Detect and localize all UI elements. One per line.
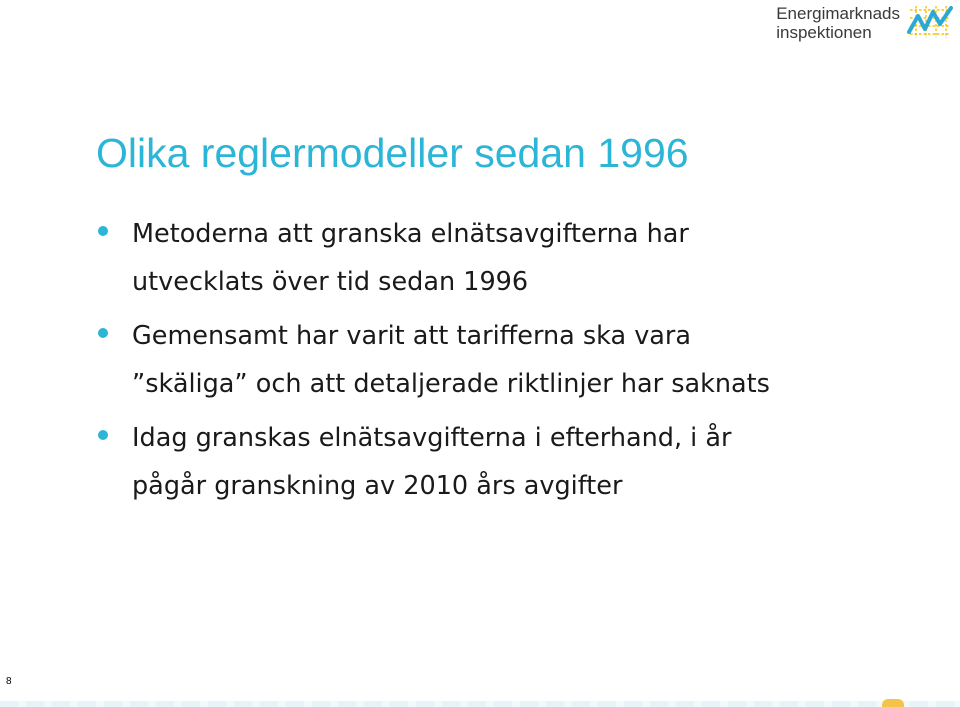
logo-line-2: inspektionen — [776, 23, 872, 42]
bullet-text-line: Idag granskas elnätsavgifterna i efterhand, i år — [132, 423, 732, 453]
bullet-text-line: ”skäliga” och att detaljerade riktlinjer har saknats — [132, 369, 770, 399]
logo-line-1: Energimarknads — [776, 4, 900, 23]
bullet-list — [98, 210, 878, 516]
bullet-dot-icon — [98, 328, 108, 338]
logo-text — [776, 4, 900, 42]
bullet-dot-icon — [98, 226, 108, 236]
bullet-dot-icon — [98, 430, 108, 440]
bullet-text-line: pågår granskning av 2010 års avgifter — [132, 471, 623, 501]
bullet-item — [98, 414, 878, 510]
graph-icon — [906, 2, 954, 42]
footer-accent — [882, 699, 904, 707]
bullet-text-line: Metoderna att granska elnätsavgifterna har — [132, 219, 689, 249]
bullet-item — [98, 210, 878, 306]
page-number: 8 — [6, 676, 12, 687]
bullet-text-line: Gemensamt har varit att tarifferna ska vara — [132, 321, 692, 351]
footer-bar — [0, 701, 960, 707]
slide-title: Olika reglermodeller sedan 1996 — [96, 130, 689, 176]
bullet-item — [98, 312, 878, 408]
bullet-text-line: utvecklats över tid sedan 1996 — [132, 267, 529, 297]
company-logo — [776, 2, 954, 42]
